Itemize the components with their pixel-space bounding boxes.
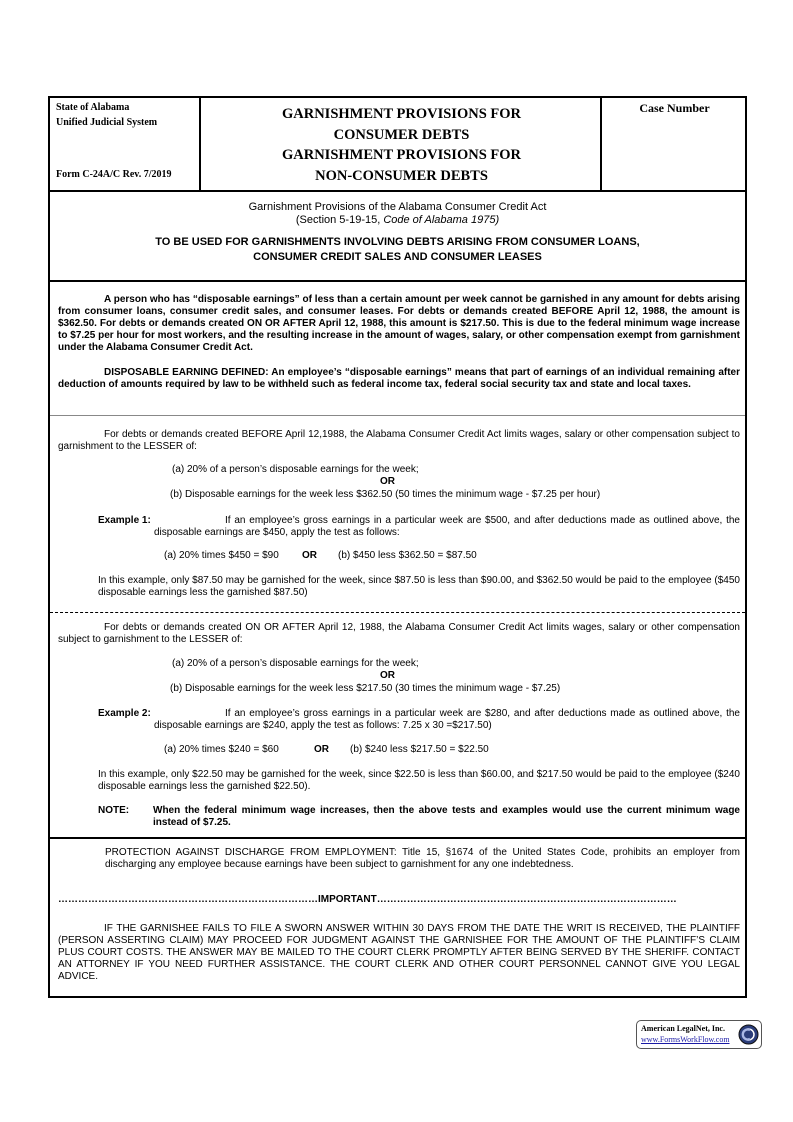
disposable-earnings-section [50,282,745,416]
case-number-box[interactable] [600,98,745,190]
after-or: OR [380,670,395,681]
title-line: CONSUMER DEBTS [333,126,470,143]
before-test-a: (a) 20% of a person’s disposable earnings for the week; [172,464,419,475]
section-divider [50,612,745,613]
note-label: NOTE: [98,805,130,816]
system-label: Unified Judicial System [56,117,158,128]
globe-icon [738,1024,759,1045]
after-intro: For debts or demands created ON OR AFTER April 12, 1988, the Alabama Consumer Credit Act limits wages, salary or other compensation subject to garnishment to the LESSER of: [58,622,740,645]
example-1-text: If an employee’s gross earnings in a particular week are $500, and after deductions made as outlined above, the disposable earnings are $450, apply the test as follows: [154,515,740,538]
note-text: When the federal minimum wage increases, then the above tests and examples would use the current minimum wage instead of $7.25. [153,805,740,828]
exemption-paragraph: A person who has “disposable earnings” of less than a certain amount per week cannot be garnished in any amount for debts arising from consumer loans, consumer credit sales, and consumer leases. For debts or demands created BEFORE April 12, 1988, the amount is $362.50. For debts or demands created ON OR AFTER April 12, 1988, this amount is $217.50. This is due to the federal minimum wage increase to $7.25 per hour for most workers, and the resulting increase in the amount of wages, salary, or other compensation exempt from garnishment under the Alabama Consumer Credit Act. [58,294,740,353]
example-1-result: In this example, only $87.50 may be garnished for the week, since $87.50 is less than $90.00, and $362.50 would be paid to the employee ($450 disposable earnings less the garnished $87.50) [98,575,740,598]
form-header [50,98,745,192]
act-citation: (Section 5-19-15, Code of Alabama 1975) [295,214,500,226]
after-test-b: (b) Disposable earnings for the week less $217.50 (30 times the minimum wage - $7.25) [170,683,561,694]
title-line: GARNISHMENT PROVISIONS FOR [281,147,522,163]
form-number: Form C-24A/C Rev. 7/2019 [56,169,172,180]
form-title [203,104,600,186]
example-2-result: In this example, only $22.50 may be garnished for the week, since $22.50 is less than $60.00, and $217.50 would be paid to the employee ($240 disposable earnings less the garnished $22.50). [98,769,740,792]
before-test-b: (b) Disposable earnings for the week less $362.50 (50 times the minimum wage - $7.25 per hour) [170,489,601,500]
protection-paragraph: PROTECTION AGAINST DISCHARGE FROM EMPLOYMENT: Title 15, §1674 of the United States Code, prohibits an employer from discharging any employee because earnings have been subject to garnishment for any one indebtedness. [105,847,740,870]
case-number-label: Case Number [639,101,710,115]
brand-url[interactable]: www.FormsWorkFlow.com [641,1035,730,1044]
important-paragraph: IF THE GARNISHEE FAILS TO FILE A SWORN ANSWER WITHIN 30 DAYS FROM THE DATE THE WRIT IS RECEIVED, THE PLAINTIFF (PERSON ASSERTING CLAIM) MAY PROCEED FOR JUDGMENT AGAINST THE GARNISHEE FOR THE AMOUNT OF THE PLAINTIFF’S CLAIM PLUS COURT COSTS. THE ANSWER MAY BE MAILED TO THE COURT CLERK PROMPTLY AFTER BEING SERVED BY THE SHERIFF. CONTACT AN ATTORNEY IF YOU NEED FURTHER ASSISTANCE. THE COURT CLERK AND OTHER COURT PERSONNEL CANNOT GIVE YOU LEGAL ADVICE. [58,923,740,982]
example-2-calc-or: OR [314,744,329,755]
intro-section [50,192,745,282]
american-legalnet-logo[interactable] [636,1020,762,1049]
example-2-text: If an employee’s gross earnings in a particular week are $280, and after deductions made as outlined above, the disposable earnings are $240, apply the test as follows: 7.25 x 30 =$217.50) [154,708,740,731]
state-label: State of Alabama [56,102,130,113]
example-1-label: Example 1: [98,515,151,526]
important-heading: ……………………………………………………………………IMPORTANT……………………………………………………………………………… [58,894,677,905]
bottom-section-border [50,837,745,839]
header-court-info [50,98,201,190]
example-2-calc-b: (b) $240 less $217.50 = $22.50 [350,744,489,755]
example-2-calc-a: (a) 20% times $240 = $60 [164,744,279,755]
act-title: Garnishment Provisions of the Alabama Consumer Credit Act [248,201,547,213]
before-or: OR [380,476,395,487]
example-1-calc-a: (a) 20% times $450 = $90 [164,550,279,561]
use-line-1: TO BE USED FOR GARNISHMENTS INVOLVING DEBTS ARISING FROM CONSUMER LOANS, [155,236,640,248]
example-1-calc-or: OR [302,550,317,561]
definition-paragraph: DISPOSABLE EARNING DEFINED: An employee’s “disposable earnings” means that part of earnings of an individual remaining after deduction of amounts required by law to be withheld such as federal income tax, federal social security tax and state and local taxes. [58,367,740,390]
form-frame [48,96,747,998]
brand-name: American LegalNet, Inc. [641,1024,725,1033]
before-intro: For debts or demands created BEFORE April 12,1988, the Alabama Consumer Credit Act limits wages, salary or other compensation subject to garnishment to the LESSER of: [58,429,740,452]
example-1-calc-b: (b) $450 less $362.50 = $87.50 [338,550,477,561]
example-2-label: Example 2: [98,708,151,719]
after-test-a: (a) 20% of a person’s disposable earnings for the week; [172,658,419,669]
use-line-2: CONSUMER CREDIT SALES AND CONSUMER LEASES [253,251,542,263]
title-line: NON-CONSUMER DEBTS [315,167,488,184]
title-line: GARNISHMENT PROVISIONS FOR [281,106,522,122]
